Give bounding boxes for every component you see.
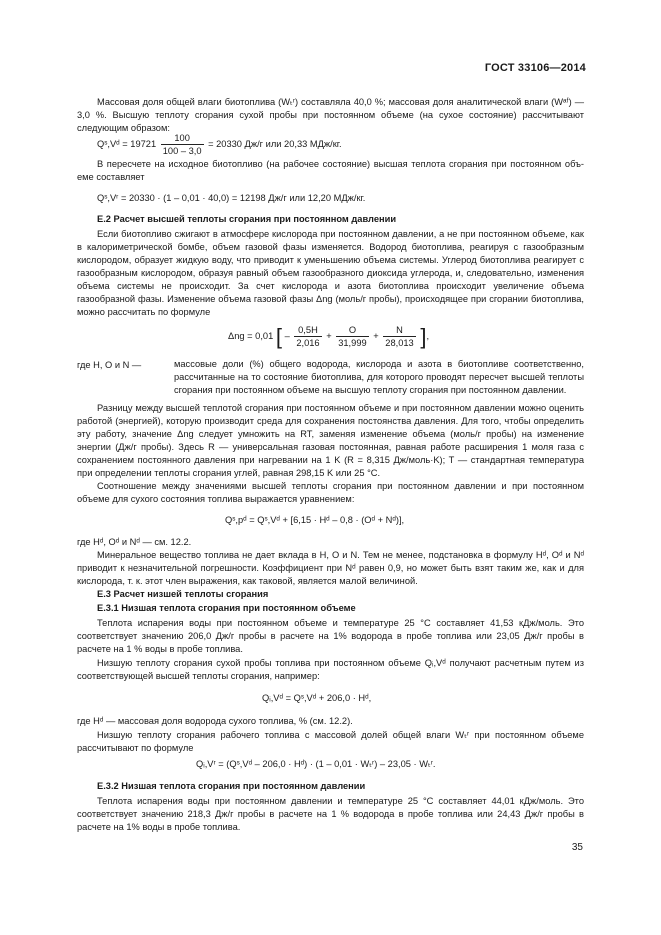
paragraph-as-received: В пересчете на исходное биотопливо (на рабочее состояние) высшая теплота сгорания при постоянном объ- еме составляет	[77, 159, 584, 182]
fraction-oxygen: $\frac{O}{31,999}$	[338, 325, 367, 348]
section-e31-title: Е.3.1 Низшая теплота сгорания при постоянном объеме	[97, 603, 356, 613]
bracket-open: [	[275, 323, 282, 349]
fraction-nitrogen: $\frac{N}{28,013}$	[385, 325, 414, 348]
formula-gas-volume-change: Δnɡ = 0,01 [ – $\frac{0,5H}{2,016}$ + $\frac{O}{31,999}$ + $\frac{N}{28,013}$ ],	[228, 323, 430, 349]
paragraph-constant-pressure: Если биотопливо сжигают в атмосфере кислорода при постоянном давлении, а не при постоянном объеме, как в калориметрической бомбе, объем газовой фазы изменяется. Водород биотоплива, реагируя с газообразным кислородом, образует жидкую воду, что приводит к уменьшению объема системы. Углерод биотоплива реагирует с газообразным кислородом, образуя равный объем газообразного диоксида углерода, и, следовательно, изменения объема системы не происходит. За счет кислорода и азота биотоплива происходит увеличение объема газообразной фазы. Изменение объема газовой фазы Δnɡ (моль/г пробы), происходящее при сгорании биотоплива, можно рассчитать по формуле	[77, 229, 584, 317]
paragraph-net-as-received: Низшую теплоту сгорания рабочего топлива с массовой долей общей влаги Wₜʳ при постоянном объеме рассчитывают по формуле	[77, 730, 584, 753]
page-number: 35	[571, 842, 583, 853]
bracket-close: ]	[420, 323, 427, 349]
paragraph-moisture: Массовая доля общей влаги биотоплива (Wₜʳ) составляла 40,0 %; массовая доля аналитической влаги (Wᵃᶠ) — 3,0 %. Высшую теплоту сгорания сухой пробы при постоянном объеме (на сухое состояние) рассчитывают следующим образом:	[77, 97, 584, 133]
where-hydrogen: где Hᵈ — массовая доля водорода сухого топлива, % (см. 12.2).	[77, 716, 353, 726]
where-description: массовые доли (%) общего водорода, кислорода и азота в биотопливе соответственно, рассчитанные на то состояние биотоплива, для которого проводят пересчет высшей теплоты сгорания при постоянном объеме на высшую теплоту сгорания при постоянном давлении.	[174, 359, 584, 395]
formula-dry-gross-cv	[97, 132, 342, 157]
paragraph-relation: Соотношение между значениями высшей теплоты сгорания при постоянном давлении и при постоянном объеме для сухого состояния топлива выражается уравнением:	[77, 481, 584, 504]
paragraph-evaporation-pressure: Теплота испарения воды при постоянном давлении и температуре 25 °C составляет 44,01 кДж/моль. Это соответствует значению 218,3 Дж/г пробы в расчете на 1 % водорода в пробе топлива или 24,43 Дж/г пробы в расчете на 1% воды в пробе топлива.	[77, 796, 584, 832]
formula-rhs: = 20330 Дж/г или 20,33 МДж/кг.	[208, 138, 342, 149]
formula-net-as-received-cv: Qᵢ,Vʳ = (Qˢ,Vᵈ – 206,0 · Hᵈ) · (1 – 0,01 · Wₜʳ) – 23,05 · Wₜʳ.	[196, 759, 436, 769]
fraction-numerator: 100	[161, 132, 204, 145]
paragraph-evaporation-volume: Теплота испарения воды при постоянном объеме и температуре 25 °C составляет 41,53 кДж/моль. Это соответствует значению 206,0 Дж/г пробы в расчете на 1% водорода в пробе топлива или 23,05 Дж/г пробы в расчете на 1 % воды в пробе топлива.	[77, 618, 584, 654]
paragraph-mineral-matter: Минеральное вещество топлива не дает вклада в H, O и N. Тем не менее, подстановка в формулу Hᵈ, Oᵈ и Nᵈ приводит к незначительной погрешности. Коэффициент при Nᵈ равен 0,9, но может быть взят таким же, как и для кислорода, т. к. этот член выражения, как таковой, является малой величиной.	[77, 550, 584, 586]
where-ref-12-2: где Hᵈ, Oᵈ и Nᵈ — см. 12.2.	[77, 537, 192, 547]
section-e32-title: Е.3.2 Низшая теплота сгорания при постоянном давлении	[97, 781, 366, 791]
formula-net-dry-cv: Qᵢ,Vᵈ = Qˢ,Vᵈ + 206,0 · Hᵈ,	[262, 693, 372, 703]
formula-fraction	[161, 132, 204, 157]
standard-header: ГОСТ 33106—2014	[484, 62, 586, 74]
fraction-hydrogen: $\frac{0,5H}{2,016}$	[296, 325, 320, 348]
fraction-denominator: 100 – 3,0	[162, 146, 202, 156]
paragraph-work-difference: Разницу между высшей теплотой сгорания при постоянном объеме и при постоянном давлении можно оценить работой (энергией), которую производит среда для сохранения постоянства давления. Для того, чтобы определить эту работу, значение Δnɡ следует умножить на RT, заменяя изменение объема (моль/г пробы) на изменение энергии (Дж/г пробы). Здесь R — универсальная газовая постоянная, равная работе расширения 1 моля газа с сохранением постоянного давления при нагревании на 1 K (R = 8,315 Дж/моль·K); T — стандартная температура при определении теплоты сгорания углей, равная 298,15 K или 25 °C.	[77, 403, 584, 478]
formula-lhs: Δnɡ = 0,01	[228, 330, 274, 341]
section-e2-title: Е.2 Расчет высшей теплоты сгорания при постоянном давлении	[97, 214, 397, 224]
where-term: где H, O и N —	[77, 360, 142, 370]
paragraph-net-dry: Низшую теплоту сгорания сухой пробы топлива при постоянном объеме Qᵢ,Vᵈ получают расчетным путем из соответствующей высшей теплоты сгорания, например:	[77, 658, 584, 681]
formula-lhs: Qˢ,Vᵈ = 19721	[97, 138, 157, 149]
formula-as-received-cv: Qˢ,Vʳ = 20330 · (1 – 0,01 · 40,0) = 12198 Дж/г или 12,20 МДж/кг.	[97, 193, 366, 203]
formula-constant-pressure-cv: Qˢ,pᵈ = Qˢ,Vᵈ + [6,15 · Hᵈ – 0,8 · (Oᵈ + Nᵈ)],	[225, 515, 405, 525]
section-e3-title: Е.3 Расчет низшей теплоты сгорания	[97, 589, 269, 599]
